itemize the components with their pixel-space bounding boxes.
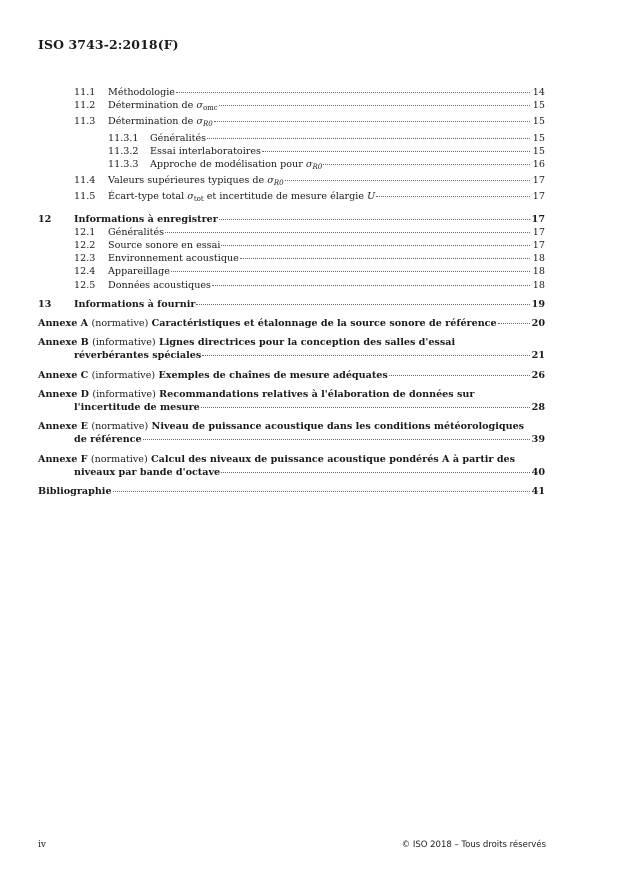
leader-dots xyxy=(262,151,530,152)
leader-dots xyxy=(221,245,530,246)
toc-entry-annex-a[interactable]: Annexe A (normative) Caractéristiques et étalonnage de la source sonore de référence 20 xyxy=(38,318,545,330)
toc-entry-annex-c[interactable]: Annexe C (informative) Exemples de chaînes de mesure adéquates 26 xyxy=(38,369,545,381)
leader-dots xyxy=(498,323,530,324)
table-of-contents xyxy=(38,86,545,498)
copyright-notice: © ISO 2018 – Tous droits réservés xyxy=(401,840,546,850)
leader-dots xyxy=(214,121,530,122)
leader-dots xyxy=(389,375,530,376)
leader-dots xyxy=(196,304,530,305)
leader-dots xyxy=(219,219,530,220)
leader-dots xyxy=(207,138,530,139)
leader-dots xyxy=(376,196,530,197)
leader-dots xyxy=(323,164,530,165)
leader-dots xyxy=(219,105,530,106)
toc-entry-12[interactable]: 12 Informations à enregistrer 17 xyxy=(38,213,545,225)
toc-entry-annex-b[interactable]: Annexe B (informative) Lignes directrices pour la conception des salles d'essai réverbérantes spéciales 21 xyxy=(38,337,545,362)
toc-entry-12-5[interactable]: 12.5 Données acoustiques 18 xyxy=(74,279,545,291)
toc-entry-11-3-3[interactable]: 11.3.3 Approche de modélisation pour $\sigma_{R0}$ 16 xyxy=(108,159,545,172)
toc-entry-11-3[interactable]: 11.3 Détermination de $\sigma_{R0}$ 15 xyxy=(74,116,545,129)
toc-entry-11-2[interactable]: 11.2 Détermination de $\sigma_{omc}$ 15 xyxy=(74,100,545,113)
toc-entry-12-4[interactable]: 12.4 Appareillage 18 xyxy=(74,266,545,278)
toc-entry-11-3-1[interactable]: 11.3.1 Généralités 15 xyxy=(108,132,545,144)
leader-dots xyxy=(202,355,530,356)
leader-dots xyxy=(212,285,530,286)
toc-entry-annex-d[interactable]: Annexe D (informative) Recommandations relatives à l'élaboration de données sur l'incertitude de mesure 28 xyxy=(38,388,545,414)
toc-entry-annex-f[interactable]: Annexe F (normative) Calcul des niveaux de puissance acoustique pondérés A à partir des niveaux par bande d'octave 40 xyxy=(38,453,545,478)
toc-entry-12-2[interactable]: 12.2 Source sonore en essai 17 xyxy=(74,240,545,252)
toc-entry-13[interactable]: 13 Informations à fournir 19 xyxy=(38,298,545,310)
leader-dots xyxy=(165,232,530,233)
toc-entry-11-1[interactable]: 11.1 Méthodologie 14 xyxy=(74,87,545,98)
toc-entry-11-5[interactable]: 11.5 Écart-type total $\sigma_{tot}$ et incertitude de mesure élargie U 17 xyxy=(74,191,545,204)
toc-entry-annex-e[interactable]: Annexe E (normative) Niveau de puissance acoustique dans les conditions météorologiques de référence 39 xyxy=(38,421,545,446)
leader-dots xyxy=(171,271,530,272)
toc-entry-12-1[interactable]: 12.1 Généralités 17 xyxy=(74,226,545,238)
page-number: iv xyxy=(38,840,46,850)
toc-entry-11-4[interactable]: 11.4 Valeurs supérieures typiques de $\sigma_{R0}$ 17 xyxy=(74,175,545,188)
leader-dots xyxy=(221,472,530,473)
leader-dots xyxy=(201,407,530,408)
leader-dots xyxy=(240,258,530,259)
toc-entry-12-3[interactable]: 12.3 Environnement acoustique 18 xyxy=(74,253,545,265)
toc-entry-bibliography[interactable]: Bibliographie 41 xyxy=(38,486,545,498)
leader-dots xyxy=(176,92,530,93)
document-header: ISO 3743-2:2018(F) xyxy=(38,37,179,52)
leader-dots xyxy=(113,491,530,492)
toc-entry-11-3-2[interactable]: 11.3.2 Essai interlaboratoires 15 xyxy=(108,145,545,157)
leader-dots xyxy=(285,180,530,181)
leader-dots xyxy=(143,439,530,440)
